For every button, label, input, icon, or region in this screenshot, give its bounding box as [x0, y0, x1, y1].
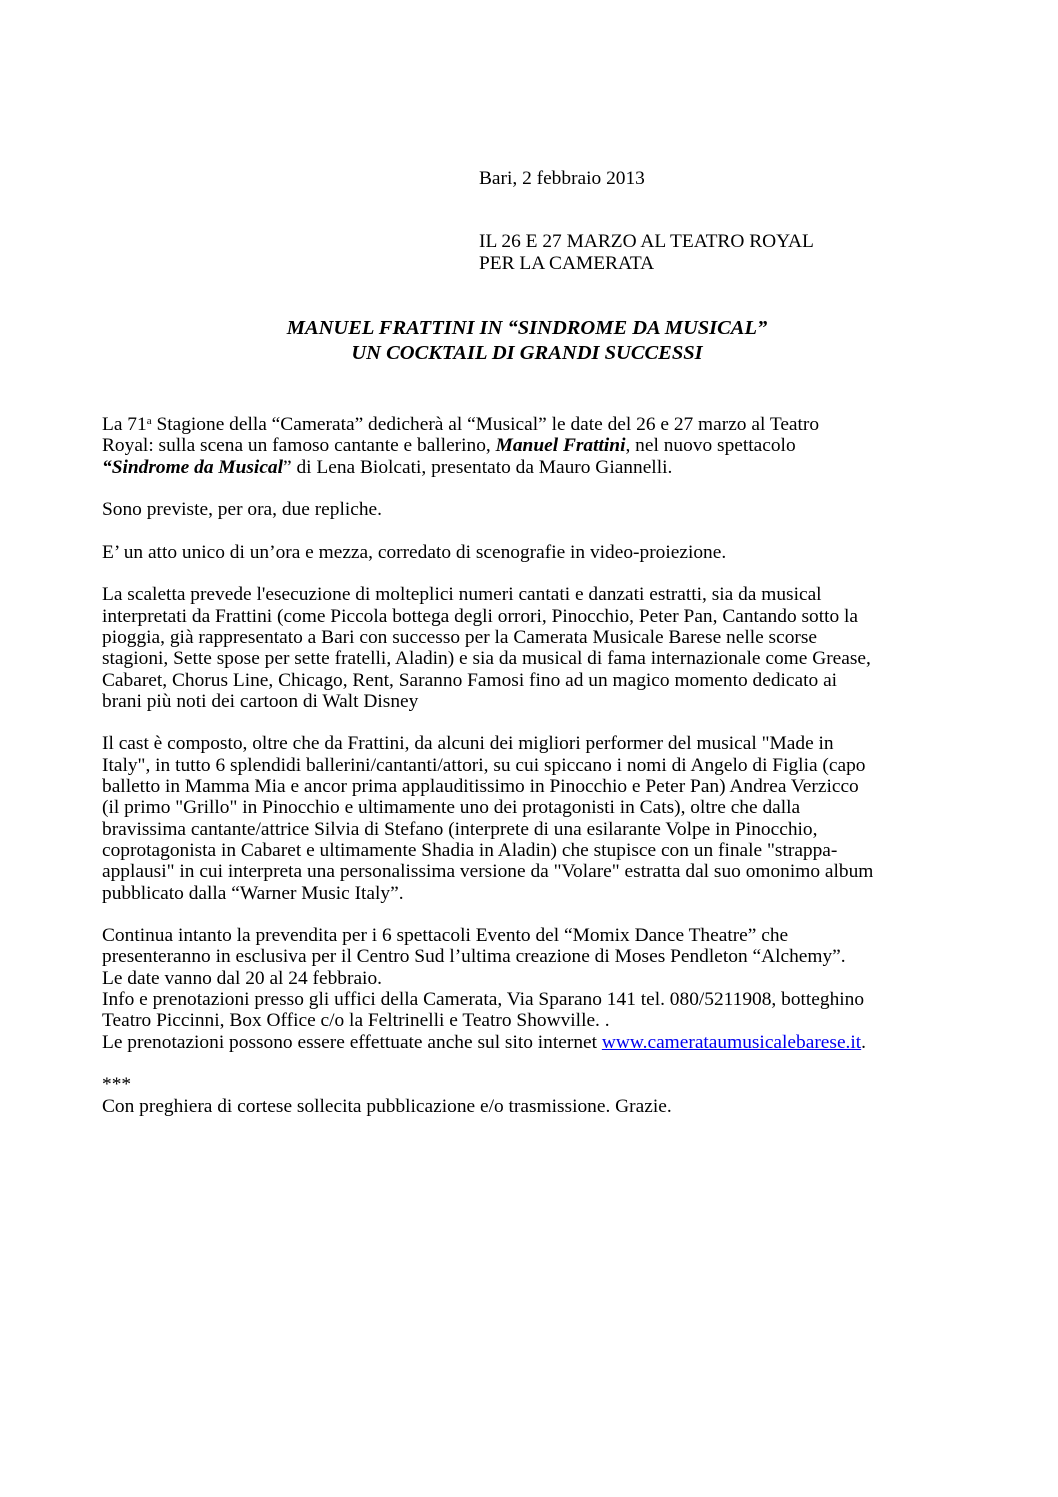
headline-line: UN COCKTAIL DI GRANDI SUCCESSI [351, 342, 703, 364]
paragraph-line: bravissima cantante/attrice Silvia di Stefano (interprete di una esilarante Volpe in Pinocchio, [102, 818, 818, 840]
announcement-line: PER LA CAMERATA [479, 253, 655, 274]
paragraph-line: pubblicato dalla “Warner Music Italy”. [102, 882, 404, 904]
announcement-line: IL 26 E 27 MARZO AL TEATRO ROYAL [479, 231, 814, 252]
headline [0, 316, 1058, 366]
intro-paragraph [102, 414, 982, 478]
paragraph-line: interpretati da Frattini (come Piccola bottega degli orrori, Pinocchio, Peter Pan, Cantando sotto la [102, 605, 859, 627]
show-title: “Sindrome da Musical [102, 456, 284, 478]
separator-stars: *** [102, 1074, 132, 1096]
atto-paragraph: E’ un atto unico di un’ora e mezza, corredato di scenografie in video-proiezione. [102, 541, 727, 563]
paragraph-line [102, 435, 982, 456]
announcement-block [479, 231, 999, 275]
paragraph-line: coprotagonista in Cabaret e ultimamente Shadia in Aladin) che stupisce con un finale "strappa- [102, 839, 838, 861]
paragraph-line [102, 457, 982, 478]
paragraph-line: Il cast è composto, oltre che da Frattini, da alcuni dei migliori performer del musical "Made in [102, 733, 834, 755]
repliche-paragraph: Sono previste, per ora, due repliche. [102, 499, 382, 521]
text-span: La 71 [102, 414, 147, 435]
paragraph-line: Continua intanto la prevendita per i 6 spettacoli Evento del “Momix Dance Theatre” che [102, 925, 789, 947]
text-span: Stagione della “Camerata” dedicherà al “Musical” le date del 26 e 27 marzo al Teatro [151, 414, 820, 435]
closing-line: Con preghiera di cortese sollecita pubblicazione e/o trasmissione. Grazie. [102, 1095, 672, 1117]
paragraph-line [102, 1032, 982, 1053]
info-paragraph [102, 925, 982, 1053]
paragraph-line: Cabaret, Chorus Line, Chicago, Rent, Saranno Famosi fino ad un magico momento dedicato ai [102, 669, 838, 691]
paragraph-line: presenteranno in esclusiva per il Centro Sud l’ultima creazione di Moses Pendleton “Alchemy”. [102, 946, 846, 968]
website-link[interactable]: www.camerataumusicalebarese.it [601, 1031, 862, 1053]
paragraph-line: La scaletta prevede l'esecuzione di molteplici numeri cantati e danzati estratti, sia da musical [102, 584, 822, 606]
paragraph-line [102, 414, 982, 435]
paragraph-line: Le date vanno dal 20 al 24 febbraio. [102, 967, 382, 989]
paragraph-line: balletto in Mamma Mia e ancor prima applauditissimo in Pinocchio e Peter Pan) Andrea Verzicco [102, 776, 859, 798]
performer-name: Manuel Frattini [495, 435, 626, 457]
paragraph-line: stagioni, Sette spose per sette fratelli, Aladin) e sia da musical di fama internazionale come Grease, [102, 648, 871, 670]
body-text [102, 414, 982, 1117]
letter-date: Bari, 2 febbraio 2013 [479, 168, 645, 189]
paragraph-line: Teatro Piccinni, Box Office c/o la Feltrinelli e Teatro Showville. . [102, 1010, 610, 1032]
paragraph-line: Info e prenotazioni presso gli uffici della Camerata, Via Sparano 141 tel. 080/5211908, botteghino [102, 989, 865, 1011]
ordinal-superscript: a [146, 414, 152, 427]
scaletta-paragraph [102, 584, 982, 712]
paragraph-line: brani più noti dei cartoon di Walt Disney [102, 690, 419, 712]
paragraph-line: Italy", in tutto 6 splendidi ballerini/cantanti/attori, su cui spiccano i nomi di Angelo di Figlia (capo [102, 754, 866, 776]
text-span: Royal: sulla scena un famoso cantante e ballerino, [102, 435, 496, 457]
paragraph-line: pioggia, già rappresentato a Bari con successo per la Camerata Musicale Barese nelle scorse [102, 626, 818, 648]
text-span: ” di Lena Biolcati, presentato da Mauro Giannelli. [283, 456, 673, 478]
paragraph-line: (il primo "Grillo" in Pinocchio e ultimamente uno dei protagonisti in Cats), oltre che dalla [102, 797, 801, 819]
cast-paragraph [102, 733, 982, 903]
paragraph-line: applausi" in cui interpreta una personalissima versione da "Volare" estratta dal suo omonimo album [102, 861, 874, 883]
text-span: , nel nuovo spettacolo [625, 435, 796, 457]
headline-line: MANUEL FRATTINI IN “SINDROME DA MUSICAL” [286, 317, 768, 339]
text-span: . [861, 1031, 867, 1053]
text-span: Le prenotazioni possono essere effettuate anche sul sito internet [102, 1031, 602, 1053]
